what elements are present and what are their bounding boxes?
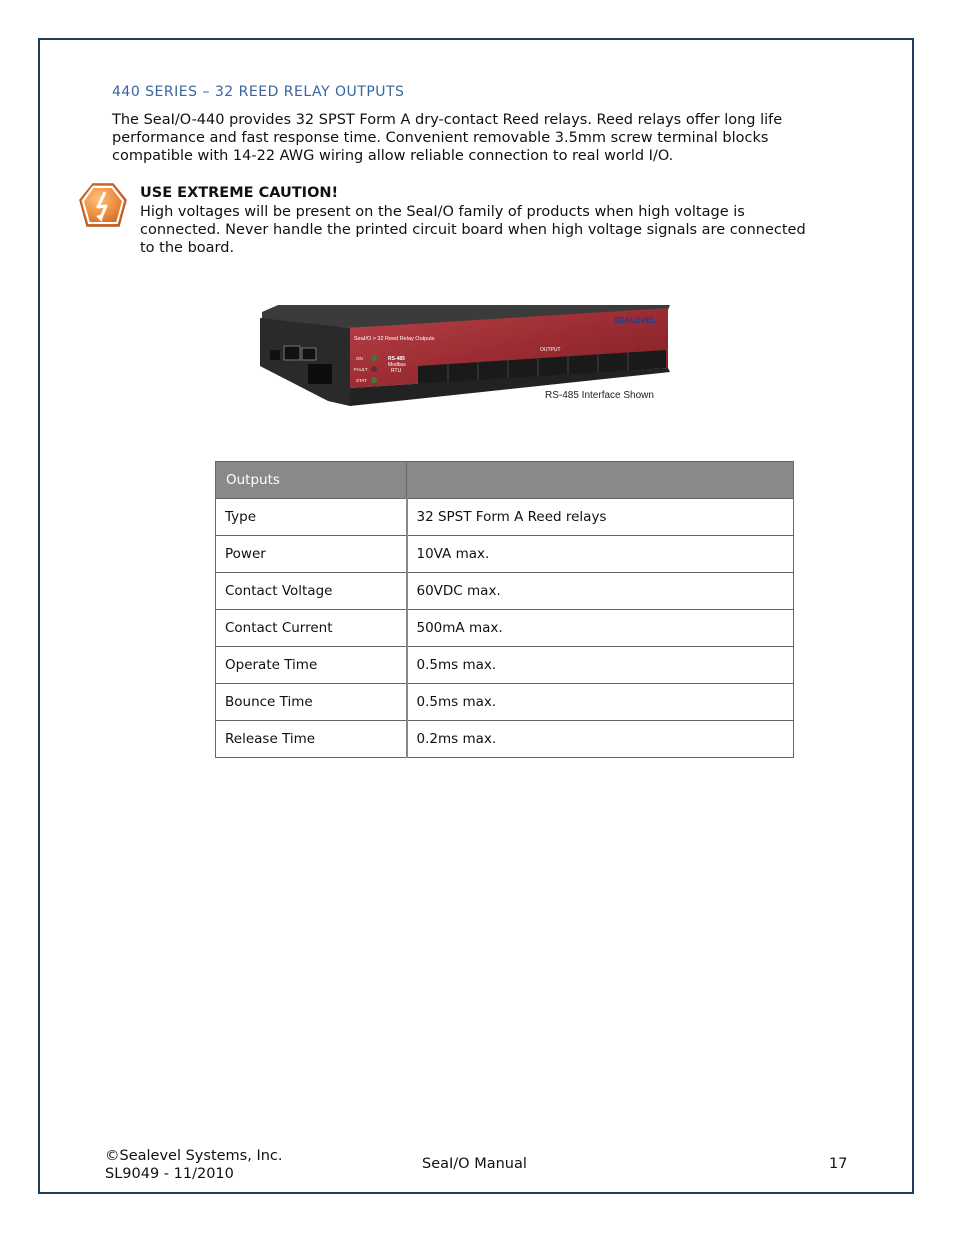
intro-paragraph <box>112 111 832 165</box>
spec-label: Contact Voltage <box>216 573 407 610</box>
led-label-fault: FAULT <box>354 367 368 372</box>
led-stat <box>371 377 377 383</box>
intro-line: The SeaI/O-440 provides 32 SPST Form A dry-contact Reed relays. Reed relays offer long life <box>112 112 783 128</box>
spec-label: Power <box>216 536 407 573</box>
device-label-rtu: RTU <box>391 368 402 374</box>
rs485-connector <box>308 364 332 384</box>
table-row <box>216 684 794 721</box>
intro-line: compatible with 14-22 AWG wiring allow reliable connection to real world I/O. <box>112 148 674 164</box>
device-label-output: OUTPUT <box>540 347 561 353</box>
section-heading: 440 SERIES – 32 REED RELAY OUTPUTS <box>112 84 405 100</box>
spec-label: Bounce Time <box>216 684 407 721</box>
led-on <box>371 355 377 361</box>
table-row <box>216 647 794 684</box>
table-header-empty <box>407 462 794 499</box>
footer-page-number: 17 <box>829 1156 848 1172</box>
device-case-side <box>260 318 350 406</box>
ethernet-port <box>284 346 300 360</box>
spec-value: 32 SPST Form A Reed relays <box>407 499 794 536</box>
footer-manual-title: SeaI/O Manual <box>422 1156 527 1172</box>
device-label-rs485: RS-485 <box>388 356 405 362</box>
photo-caption: RS-485 Interface Shown <box>545 390 654 401</box>
outputs-spec-table <box>215 461 794 758</box>
table-row <box>216 499 794 536</box>
caution-text <box>140 203 840 257</box>
caution-line: High voltages will be present on the SeaI/O family of products when high voltage is <box>140 204 745 220</box>
spec-value: 10VA max. <box>407 536 794 573</box>
ethernet-port <box>302 348 316 360</box>
spec-label: Contact Current <box>216 610 407 647</box>
table-row <box>216 721 794 758</box>
high-voltage-warning-icon <box>79 182 127 230</box>
spec-label: Type <box>216 499 407 536</box>
spec-value: 0.5ms max. <box>407 684 794 721</box>
led-label-on: ON <box>356 356 363 361</box>
spec-value: 60VDC max. <box>407 573 794 610</box>
footer-left <box>105 1147 283 1183</box>
caution-line: connected. Never handle the printed circuit board when high voltage signals are connected <box>140 222 806 238</box>
table-row <box>216 610 794 647</box>
table-header-row <box>216 462 794 499</box>
table-row <box>216 536 794 573</box>
footer-copyright: ©Sealevel Systems, Inc. <box>105 1148 283 1164</box>
spec-value: 0.5ms max. <box>407 647 794 684</box>
table-row <box>216 573 794 610</box>
caution-title: USE EXTREME CAUTION! <box>140 185 339 201</box>
brand-logo: SEALEVEL <box>614 316 657 325</box>
table-header-outputs: Outputs <box>216 462 407 499</box>
spec-label: Operate Time <box>216 647 407 684</box>
led-label-stat: STAT <box>356 378 367 383</box>
led-fault <box>371 366 377 372</box>
device-label-modbus: Modbus <box>388 362 406 368</box>
footer-doc-number: SL9049 - 11/2010 <box>105 1166 234 1182</box>
spec-value: 0.2ms max. <box>407 721 794 758</box>
intro-line: performance and fast response time. Convenient removable 3.5mm screw terminal blocks <box>112 130 769 146</box>
power-jack <box>270 350 280 360</box>
spec-label: Release Time <box>216 721 407 758</box>
spec-value: 500mA max. <box>407 610 794 647</box>
device-label-title: SeaI/O > 32 Reed Relay Outputs <box>354 336 435 342</box>
caution-line: to the board. <box>140 240 235 256</box>
